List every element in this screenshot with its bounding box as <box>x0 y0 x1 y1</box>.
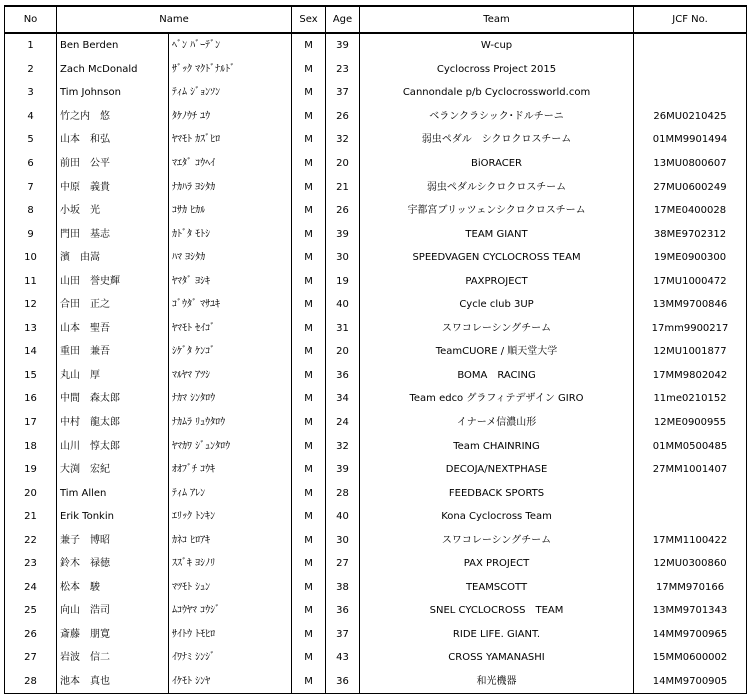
table-row <box>5 246 747 270</box>
rider-age: 39 <box>326 33 360 58</box>
rider-sex: M <box>292 387 326 411</box>
rider-jcf-number: 19ME0900300 <box>634 246 747 270</box>
rider-name-kana: ﾔﾏｶﾜ ｼﾞｭﾝﾀﾛｳ <box>169 434 292 458</box>
table-row <box>5 387 747 411</box>
rider-name-kana: ﾃｨﾑ ｱﾚﾝ <box>169 481 292 505</box>
entry-list-table <box>4 5 747 694</box>
rider-name-kana: ｼｹﾞﾀ ｹﾝｺﾞ <box>169 340 292 364</box>
rider-name-kana: ﾊﾏ ﾖｼﾀｶ <box>169 246 292 270</box>
rider-jcf-number: 01MM9901494 <box>634 128 747 152</box>
table-row <box>5 481 747 505</box>
rider-name-kana: ﾑｺｳﾔﾏ ｺｳｼﾞ <box>169 599 292 623</box>
rider-age: 23 <box>326 58 360 82</box>
rider-sex: M <box>292 411 326 435</box>
rider-number: 2 <box>5 58 57 82</box>
rider-name-kana: ｲﾜﾅﾐ ｼﾝｼﾞ <box>169 646 292 670</box>
rider-team: 宇都宮ブリッツェンシクロクロスチーム <box>360 199 634 223</box>
table-row <box>5 340 747 364</box>
rider-number: 18 <box>5 434 57 458</box>
rider-jcf-number: 12MU1001877 <box>634 340 747 364</box>
table-row <box>5 458 747 482</box>
rider-name-kana: ｶﾄﾞﾀ ﾓﾄｼ <box>169 222 292 246</box>
rider-age: 31 <box>326 317 360 341</box>
rider-name: 中原 義貴 <box>57 175 169 199</box>
rider-team: Team CHAINRING <box>360 434 634 458</box>
rider-name-kana: ﾃｨﾑ ｼﾞｮﾝｿﾝ <box>169 81 292 105</box>
rider-name-kana: ｺﾞｳﾀﾞ ﾏｻﾕｷ <box>169 293 292 317</box>
table-row <box>5 81 747 105</box>
rider-name-kana: ｵｵﾌﾞﾁ ｺｳｷ <box>169 458 292 482</box>
rider-age: 36 <box>326 364 360 388</box>
rider-jcf-number <box>634 505 747 529</box>
rider-age: 32 <box>326 434 360 458</box>
rider-name-kana: ﾏﾙﾔﾏ ｱﾂｼ <box>169 364 292 388</box>
rider-team: PAX PROJECT <box>360 552 634 576</box>
rider-number: 27 <box>5 646 57 670</box>
rider-jcf-number <box>634 481 747 505</box>
rider-number: 5 <box>5 128 57 152</box>
rider-jcf-number: 27MU0600249 <box>634 175 747 199</box>
rider-name-kana: ﾅｶﾊﾗ ﾖｼﾀｶ <box>169 175 292 199</box>
rider-sex: M <box>292 128 326 152</box>
rider-sex: M <box>292 293 326 317</box>
rider-sex: M <box>292 317 326 341</box>
rider-number: 12 <box>5 293 57 317</box>
rider-team: Cyclocross Project 2015 <box>360 58 634 82</box>
rider-age: 26 <box>326 199 360 223</box>
rider-age: 27 <box>326 552 360 576</box>
table-row <box>5 58 747 82</box>
table-row <box>5 552 747 576</box>
rider-name-kana: ﾀｹﾉｳﾁ ﾕｳ <box>169 105 292 129</box>
rider-name: 門田 基志 <box>57 222 169 246</box>
rider-name: 中間 森太郎 <box>57 387 169 411</box>
header-age: Age <box>326 6 360 33</box>
rider-age: 26 <box>326 105 360 129</box>
rider-number: 16 <box>5 387 57 411</box>
rider-sex: M <box>292 505 326 529</box>
header-sex: Sex <box>292 6 326 33</box>
rider-team: PAXPROJECT <box>360 269 634 293</box>
rider-name-kana: ﾏｴﾀﾞ ｺｳﾍｲ <box>169 152 292 176</box>
rider-name-kana: ﾔﾏﾓﾄ ｾｲｺﾞ <box>169 317 292 341</box>
rider-age: 38 <box>326 576 360 600</box>
header-name: Name <box>57 6 292 33</box>
rider-jcf-number: 11me0210152 <box>634 387 747 411</box>
rider-jcf-number: 12ME0900955 <box>634 411 747 435</box>
rider-age: 30 <box>326 528 360 552</box>
rider-team: イナーメ信濃山形 <box>360 411 634 435</box>
rider-name-kana: ﾔﾏﾓﾄ ｶｽﾞﾋﾛ <box>169 128 292 152</box>
rider-age: 39 <box>326 222 360 246</box>
rider-age: 40 <box>326 505 360 529</box>
rider-name-kana: ﾍﾞﾝ ﾊﾞｰﾃﾞﾝ <box>169 33 292 58</box>
rider-name: 合田 正之 <box>57 293 169 317</box>
rider-name-kana: ｻﾞｯｸ ﾏｸﾄﾞﾅﾙﾄﾞ <box>169 58 292 82</box>
table-row <box>5 175 747 199</box>
rider-team: 和光機器 <box>360 670 634 694</box>
rider-age: 21 <box>326 175 360 199</box>
rider-age: 32 <box>326 128 360 152</box>
rider-name-kana: ﾔﾏﾀﾞ ﾖｼｷ <box>169 269 292 293</box>
table-row <box>5 128 747 152</box>
rider-jcf-number: 12MU0300860 <box>634 552 747 576</box>
rider-name: 向山 浩司 <box>57 599 169 623</box>
rider-age: 37 <box>326 623 360 647</box>
rider-age: 30 <box>326 246 360 270</box>
rider-name: 小坂 光 <box>57 199 169 223</box>
rider-sex: M <box>292 222 326 246</box>
table-row <box>5 623 747 647</box>
rider-name: Tim Allen <box>57 481 169 505</box>
rider-sex: M <box>292 340 326 364</box>
rider-number: 24 <box>5 576 57 600</box>
rider-team: TEAMSCOTT <box>360 576 634 600</box>
rider-name: 竹之内 悠 <box>57 105 169 129</box>
rider-sex: M <box>292 552 326 576</box>
rider-team: Cycle club 3UP <box>360 293 634 317</box>
table-row <box>5 105 747 129</box>
rider-number: 6 <box>5 152 57 176</box>
rider-name-kana: ﾅｶﾏ ｼﾝﾀﾛｳ <box>169 387 292 411</box>
table-row <box>5 411 747 435</box>
rider-age: 20 <box>326 340 360 364</box>
rider-team: TeamCUORE / 順天堂大学 <box>360 340 634 364</box>
rider-jcf-number <box>634 33 747 58</box>
rider-sex: M <box>292 528 326 552</box>
rider-age: 39 <box>326 458 360 482</box>
rider-sex: M <box>292 175 326 199</box>
rider-team: FEEDBACK SPORTS <box>360 481 634 505</box>
rider-team: BiORACER <box>360 152 634 176</box>
rider-name: 重田 兼吾 <box>57 340 169 364</box>
rider-jcf-number: 26MU0210425 <box>634 105 747 129</box>
rider-name-kana: ｴﾘｯｸ ﾄﾝｷﾝ <box>169 505 292 529</box>
table-row <box>5 505 747 529</box>
rider-name: Erik Tonkin <box>57 505 169 529</box>
rider-sex: M <box>292 599 326 623</box>
rider-number: 20 <box>5 481 57 505</box>
rider-name: Zach McDonald <box>57 58 169 82</box>
rider-jcf-number: 17MM9802042 <box>634 364 747 388</box>
table-row <box>5 33 747 58</box>
rider-sex: M <box>292 364 326 388</box>
rider-number: 1 <box>5 33 57 58</box>
rider-sex: M <box>292 58 326 82</box>
rider-name: 濱 由嵩 <box>57 246 169 270</box>
rider-jcf-number: 14MM9700905 <box>634 670 747 694</box>
rider-number: 25 <box>5 599 57 623</box>
rider-sex: M <box>292 646 326 670</box>
rider-number: 13 <box>5 317 57 341</box>
rider-sex: M <box>292 458 326 482</box>
rider-team: 弱虫ペダルシクロクロスチーム <box>360 175 634 199</box>
rider-age: 34 <box>326 387 360 411</box>
rider-number: 26 <box>5 623 57 647</box>
rider-number: 28 <box>5 670 57 694</box>
rider-age: 36 <box>326 670 360 694</box>
table-row <box>5 646 747 670</box>
rider-team: W-cup <box>360 33 634 58</box>
rider-age: 43 <box>326 646 360 670</box>
rider-name: 松本 駿 <box>57 576 169 600</box>
rider-name: 大渕 宏紀 <box>57 458 169 482</box>
header-jcf: JCF No. <box>634 6 747 33</box>
rider-team: RIDE LIFE. GIANT. <box>360 623 634 647</box>
rider-jcf-number: 38ME9702312 <box>634 222 747 246</box>
table-row <box>5 317 747 341</box>
table-row <box>5 293 747 317</box>
rider-age: 19 <box>326 269 360 293</box>
rider-team: Kona Cyclocross Team <box>360 505 634 529</box>
rider-team: Cannondale p/b Cyclocrossworld.com <box>360 81 634 105</box>
rider-team: スワコレーシングチーム <box>360 528 634 552</box>
table-row <box>5 599 747 623</box>
rider-number: 21 <box>5 505 57 529</box>
rider-team: ベランクラシック･ドルチーニ <box>360 105 634 129</box>
rider-age: 20 <box>326 152 360 176</box>
rider-team: SNEL CYCLOCROSS TEAM <box>360 599 634 623</box>
rider-name: 兼子 博昭 <box>57 528 169 552</box>
rider-name: 岩波 信二 <box>57 646 169 670</box>
rider-team: 弱虫ペダル シクロクロスチーム <box>360 128 634 152</box>
rider-jcf-number: 17MU1000472 <box>634 269 747 293</box>
table-row <box>5 670 747 694</box>
rider-sex: M <box>292 434 326 458</box>
rider-name: 丸山 厚 <box>57 364 169 388</box>
table-row <box>5 364 747 388</box>
rider-number: 19 <box>5 458 57 482</box>
rider-number: 22 <box>5 528 57 552</box>
rider-jcf-number: 13MM9700846 <box>634 293 747 317</box>
rider-sex: M <box>292 152 326 176</box>
rider-number: 23 <box>5 552 57 576</box>
table-row <box>5 269 747 293</box>
rider-name: 斎藤 朋寛 <box>57 623 169 647</box>
rider-age: 28 <box>326 481 360 505</box>
rider-sex: M <box>292 33 326 58</box>
rider-sex: M <box>292 269 326 293</box>
rider-number: 10 <box>5 246 57 270</box>
rider-jcf-number: 15MM0600002 <box>634 646 747 670</box>
entry-list-sheet <box>4 5 746 694</box>
rider-age: 36 <box>326 599 360 623</box>
rider-number: 9 <box>5 222 57 246</box>
rider-name-kana: ｺｻｶ ﾋｶﾙ <box>169 199 292 223</box>
rider-sex: M <box>292 81 326 105</box>
rider-sex: M <box>292 105 326 129</box>
rider-name: Tim Johnson <box>57 81 169 105</box>
rider-number: 17 <box>5 411 57 435</box>
rider-name: 山田 誉史輝 <box>57 269 169 293</box>
rider-sex: M <box>292 246 326 270</box>
rider-number: 4 <box>5 105 57 129</box>
rider-number: 7 <box>5 175 57 199</box>
rider-name: 前田 公平 <box>57 152 169 176</box>
rider-age: 24 <box>326 411 360 435</box>
rider-name: 鈴木 禄徳 <box>57 552 169 576</box>
rider-sex: M <box>292 623 326 647</box>
rider-team: DECOJA/NEXTPHASE <box>360 458 634 482</box>
rider-jcf-number: 27MM1001407 <box>634 458 747 482</box>
rider-sex: M <box>292 481 326 505</box>
rider-age: 40 <box>326 293 360 317</box>
rider-name-kana: ﾏﾂﾓﾄ ｼｭﾝ <box>169 576 292 600</box>
rider-jcf-number: 17MM970166 <box>634 576 747 600</box>
table-row <box>5 528 747 552</box>
rider-name-kana: ﾅｶﾑﾗ ﾘｭｳﾀﾛｳ <box>169 411 292 435</box>
rider-sex: M <box>292 576 326 600</box>
rider-jcf-number: 13MM9701343 <box>634 599 747 623</box>
rider-name-kana: ｲｹﾓﾄ ｼﾝﾔ <box>169 670 292 694</box>
rider-jcf-number: 14MM9700965 <box>634 623 747 647</box>
rider-team: Team edco グラフィテデザイン GIRO <box>360 387 634 411</box>
rider-sex: M <box>292 199 326 223</box>
rider-jcf-number <box>634 81 747 105</box>
header-row <box>5 6 747 33</box>
table-row <box>5 152 747 176</box>
rider-name-kana: ｽｽﾞｷ ﾖｼﾉﾘ <box>169 552 292 576</box>
rider-team: CROSS YAMANASHI <box>360 646 634 670</box>
rider-sex: M <box>292 670 326 694</box>
rider-age: 37 <box>326 81 360 105</box>
rider-number: 3 <box>5 81 57 105</box>
rider-number: 14 <box>5 340 57 364</box>
rider-jcf-number <box>634 58 747 82</box>
table-row <box>5 576 747 600</box>
header-team: Team <box>360 6 634 33</box>
rider-name: 池本 真也 <box>57 670 169 694</box>
rider-number: 15 <box>5 364 57 388</box>
rider-number: 8 <box>5 199 57 223</box>
rider-team: スワコレーシングチーム <box>360 317 634 341</box>
table-row <box>5 199 747 223</box>
rider-name: 山本 聖吾 <box>57 317 169 341</box>
table-row <box>5 434 747 458</box>
rider-team: TEAM GIANT <box>360 222 634 246</box>
rider-jcf-number: 17mm9900217 <box>634 317 747 341</box>
table-row <box>5 222 747 246</box>
rider-team: SPEEDVAGEN CYCLOCROSS TEAM <box>360 246 634 270</box>
rider-name: Ben Berden <box>57 33 169 58</box>
rider-name: 山川 惇太郎 <box>57 434 169 458</box>
rider-name-kana: ｶﾈｺ ﾋﾛｱｷ <box>169 528 292 552</box>
rider-jcf-number: 01MM0500485 <box>634 434 747 458</box>
rider-name: 山本 和弘 <box>57 128 169 152</box>
rider-jcf-number: 17ME0400028 <box>634 199 747 223</box>
rider-jcf-number: 13MU0800607 <box>634 152 747 176</box>
rider-number: 11 <box>5 269 57 293</box>
rider-name: 中村 龍太郎 <box>57 411 169 435</box>
rider-team: BOMA RACING <box>360 364 634 388</box>
rider-name-kana: ｻｲﾄｳ ﾄﾓﾋﾛ <box>169 623 292 647</box>
header-no: No <box>5 6 57 33</box>
rider-jcf-number: 17MM1100422 <box>634 528 747 552</box>
